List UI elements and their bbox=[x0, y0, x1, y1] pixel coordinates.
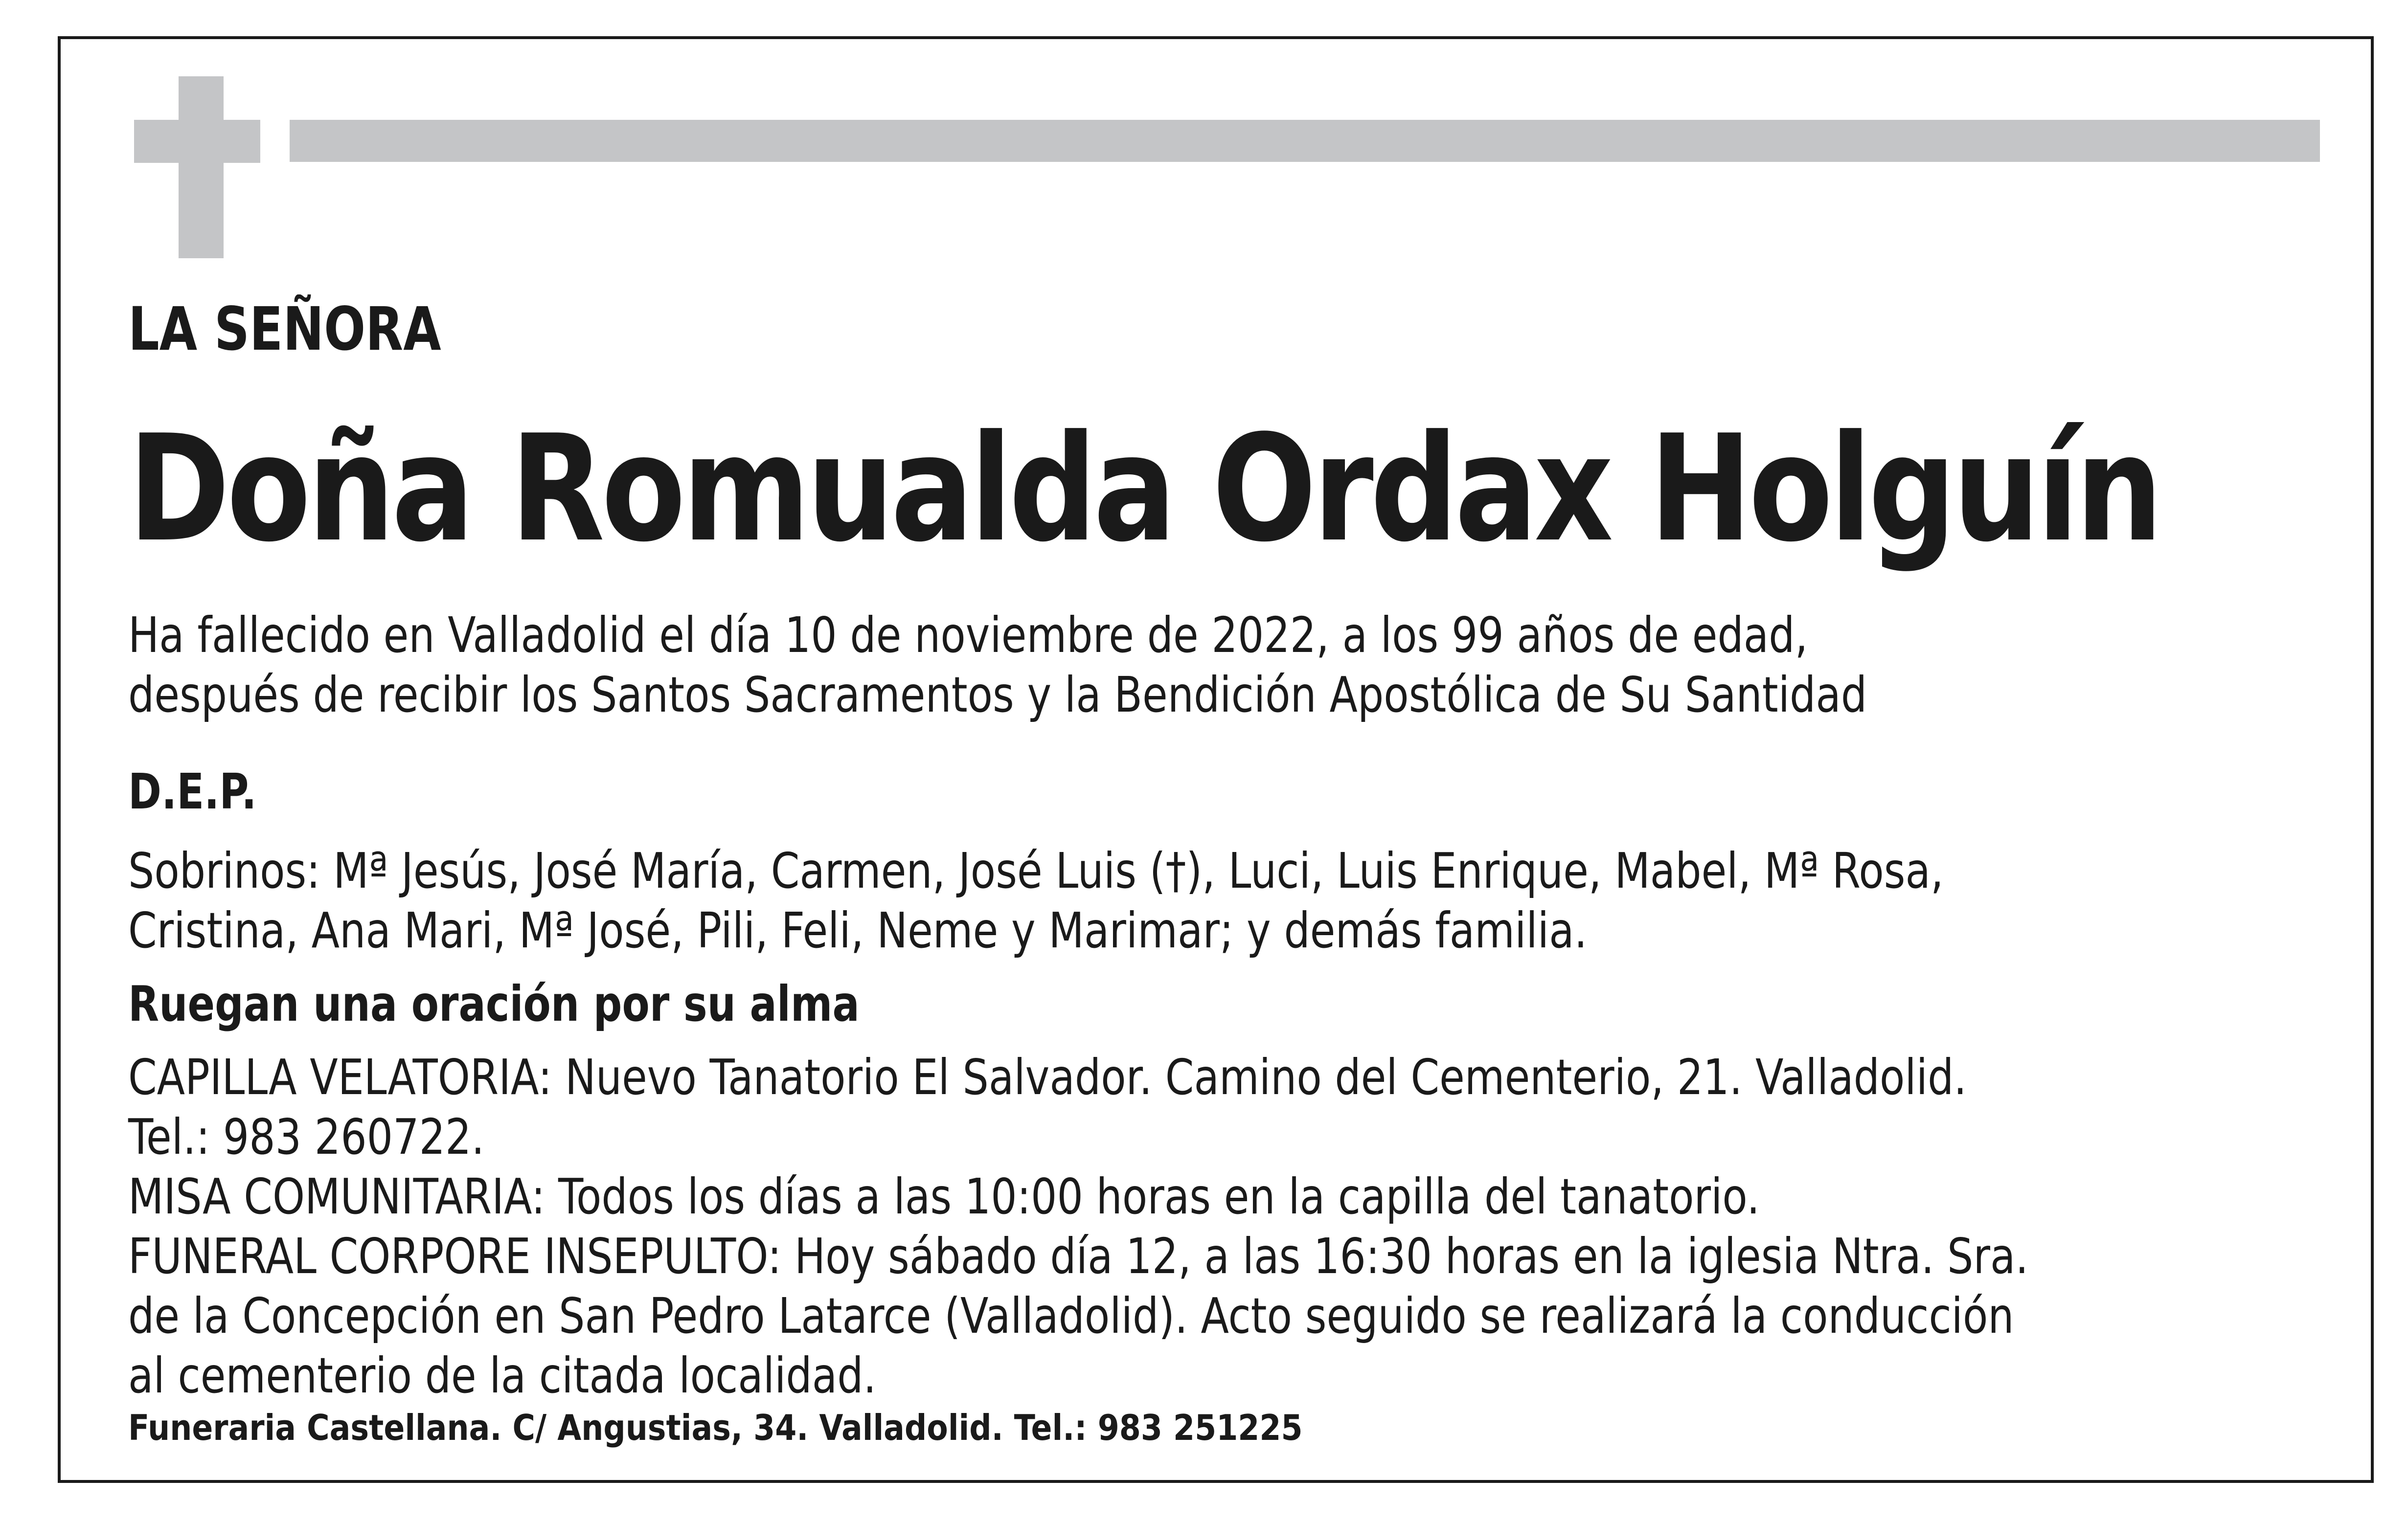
funeral-home-footer: Funeraria Castellana. C/ Angustias, 34. Valladolid. Tel.: 983 251225 bbox=[128, 1407, 1303, 1448]
rip-label: D.E.P. bbox=[128, 763, 257, 820]
header-divider-bar bbox=[290, 120, 2320, 162]
death-line-1: Ha fallecido en Valladolid el día 10 de noviembre de 2022, a los 99 años de edad, bbox=[128, 606, 1808, 664]
cross-icon-vertical bbox=[179, 76, 224, 258]
service-line-6: al cementerio de la citada localidad. bbox=[128, 1347, 877, 1404]
service-line-5: de la Concepción en San Pedro Latarce (Valladolid). Acto seguido se realizará la conducción bbox=[128, 1287, 2014, 1345]
family-line-1: Sobrinos: Mª Jesús, José María, Carmen, José Luis (†), Luci, Luis Enrique, Mabel, Mª Rosa, bbox=[128, 842, 1944, 899]
deceased-name: Doña Romualda Ordax Holguín bbox=[128, 403, 2160, 574]
cross-icon-horizontal bbox=[134, 120, 260, 163]
service-line-1: CAPILLA VELATORIA: Nuevo Tanatorio El Salvador. Camino del Cementerio, 21. Valladolid. bbox=[128, 1049, 1967, 1106]
service-line-3: MISA COMUNITARIA: Todos los días a las 10:00 horas en la capilla del tanatorio. bbox=[128, 1168, 1760, 1225]
title-label: LA SEÑORA bbox=[128, 294, 441, 364]
service-line-4: FUNERAL CORPORE INSEPULTO: Hoy sábado día 12, a las 16:30 horas en la iglesia Ntra. Sra. bbox=[128, 1228, 2029, 1285]
prayer-line: Ruegan una oración por su alma bbox=[128, 975, 860, 1032]
death-line-2: después de recibir los Santos Sacramentos y la Bendición Apostólica de Su Santidad bbox=[128, 666, 1867, 723]
family-line-2: Cristina, Ana Mari, Mª José, Pili, Feli, Neme y Marimar; y demás familia. bbox=[128, 902, 1588, 959]
service-line-2: Tel.: 983 260722. bbox=[128, 1108, 485, 1165]
